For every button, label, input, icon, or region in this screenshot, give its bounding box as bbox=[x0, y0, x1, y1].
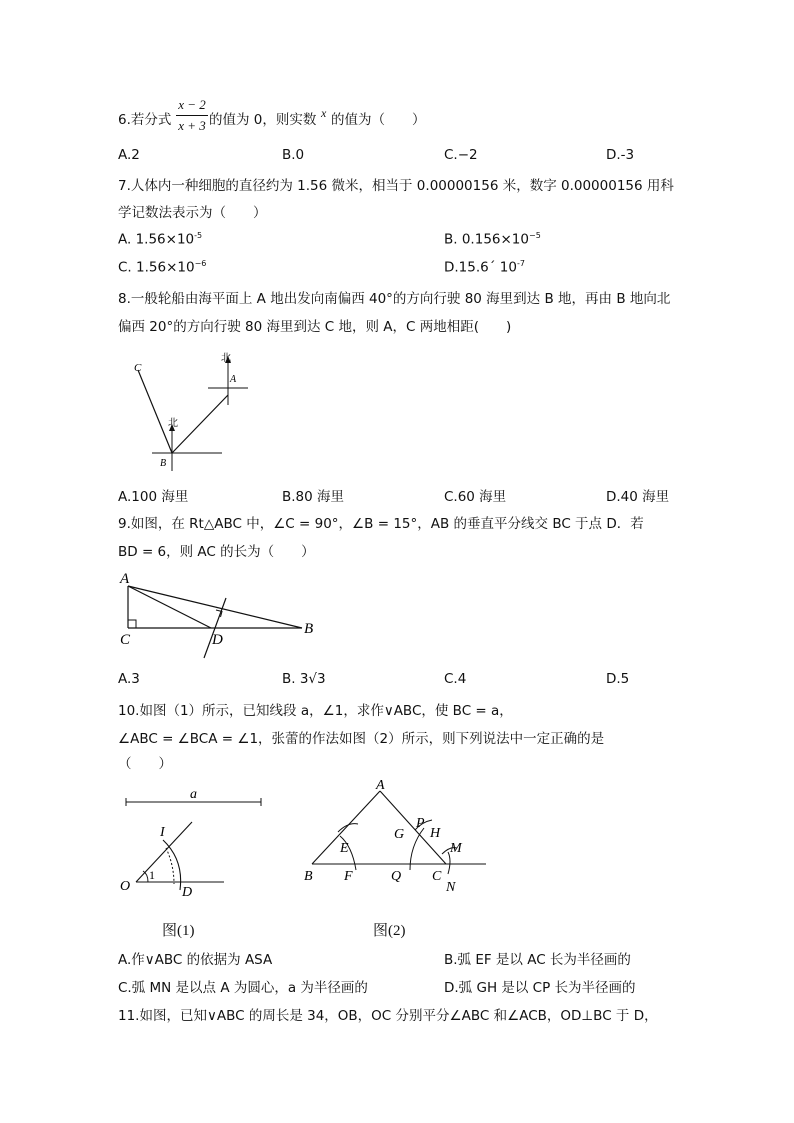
q9-label-c: C bbox=[120, 632, 131, 648]
q8-line1: 8.一般轮船由海平面上 A 地出发向南偏西 40°的方向行驶 80 海里到达 B 地，再由 B 地向北 bbox=[118, 291, 671, 307]
fig1-caption: 图(1) bbox=[162, 923, 195, 939]
q10-option-d: D.弧 GH 是以 CP 长为半径画的 bbox=[444, 980, 636, 996]
fig2-label-f: F bbox=[344, 869, 353, 884]
q10-option-b: B.弧 EF 是以 AC 长为半径画的 bbox=[444, 952, 631, 968]
fig2-label-a: A bbox=[376, 778, 385, 793]
q7-option-a: A. $1.56\times 10^{-5}$ bbox=[118, 231, 203, 248]
q8-label-north-b: 北 bbox=[168, 418, 178, 429]
q8-option-b: B.80 海里 bbox=[282, 489, 345, 505]
q8-segment-ab bbox=[172, 395, 228, 453]
fig2-label-b: B bbox=[304, 869, 313, 884]
q9-option-b: B. 3√3 bbox=[282, 671, 326, 687]
q8-label-a: A bbox=[230, 374, 237, 385]
q9-segment-ad bbox=[128, 586, 211, 628]
fig2-label-e: E bbox=[340, 841, 349, 856]
q7-option-d: D.15.6´ $10^{-7}$ bbox=[444, 259, 525, 276]
q7-line1: 7.人体内一种细胞的直径约为 1.56 微米，相当于 0.00000156 米，数字 0.00000156 用科 bbox=[118, 178, 674, 194]
q8-label-north-a: 北 bbox=[221, 353, 231, 364]
fig2-label-h: H bbox=[430, 826, 441, 841]
q6-var: x bbox=[321, 106, 327, 120]
fig2-caption: 图(2) bbox=[373, 923, 406, 939]
q8-option-a: A.100 海里 bbox=[118, 489, 189, 505]
q7-line2: 学记数法表示为（ ） bbox=[118, 205, 267, 221]
q6-denominator: x + 3 bbox=[178, 118, 206, 133]
fig1-label-d: D bbox=[182, 885, 193, 900]
q8-line2: 偏西 20°的方向行驶 80 海里到达 C 地，则 A，C 两地相距( ) bbox=[118, 319, 512, 335]
q9-line2: BD = 6，则 AC 的长为（ ） bbox=[118, 544, 315, 560]
fig1-label-i: I bbox=[160, 825, 165, 840]
q10-line2: ∠ABC = ∠BCA = ∠1，张蕾的作法如图（2）所示，则下列说法中一定正确的是 bbox=[118, 731, 605, 747]
fig2-label-c: C bbox=[432, 869, 442, 884]
q9-option-a: A.3 bbox=[118, 671, 140, 687]
fig2-label-g: G bbox=[394, 827, 405, 842]
q10-figure-2 bbox=[300, 774, 495, 894]
q6-numerator: x − 2 bbox=[178, 97, 206, 112]
q6-option-c: C.−2 bbox=[444, 147, 478, 163]
q8-segment-bc bbox=[138, 370, 172, 453]
q9-right-angle-c bbox=[128, 620, 136, 628]
fig1-label-1: 1 bbox=[149, 868, 155, 882]
fig1-label-a: a bbox=[190, 787, 197, 802]
q8-option-c: C.60 海里 bbox=[444, 489, 507, 505]
q8-label-c: C bbox=[134, 362, 142, 374]
q7-option-c: C. $1.56\times 10^{-6}$ bbox=[118, 259, 207, 276]
q9-label-d: D bbox=[212, 632, 223, 648]
q9-line1: 9.如图，在 Rt△ABC 中，∠C = 90°，∠B = 15°，AB 的垂直平分线交 BC 于点 D．若 bbox=[118, 516, 644, 532]
q10-line1: 10.如图（1）所示，已知线段 a，∠1，求作∨ABC，使 BC = a， bbox=[118, 703, 513, 719]
q9-figure bbox=[116, 566, 326, 662]
q10-option-c: C.弧 MN 是以点 A 为圆心，a 为半径画的 bbox=[118, 980, 368, 996]
q8-figure bbox=[118, 345, 268, 475]
q9-option-c: C.4 bbox=[444, 671, 467, 687]
q9-option-d: D.5 bbox=[606, 671, 630, 687]
fig1-dashed-arc bbox=[166, 848, 174, 884]
fig2-label-n: N bbox=[446, 880, 456, 894]
q10-option-a: A.作∨ABC 的依据为 ASA bbox=[118, 952, 273, 968]
q9-label-a: A bbox=[120, 571, 130, 587]
q6-fraction-bar bbox=[176, 115, 208, 116]
q10-figure-1 bbox=[116, 780, 266, 900]
fig2-label-p: P bbox=[416, 816, 425, 831]
q6-suffix: 的值为 0，则实数 bbox=[209, 112, 317, 128]
q8-option-d: D.40 海里 bbox=[606, 489, 670, 505]
q6-option-d: D.-3 bbox=[606, 147, 635, 163]
q6-option-b: B.0 bbox=[282, 147, 305, 163]
q10-line3: （ ） bbox=[118, 756, 172, 772]
q6-option-a: A.2 bbox=[118, 147, 140, 163]
q9-label-b: B bbox=[304, 621, 314, 637]
fig2-label-m: M bbox=[450, 841, 462, 856]
fig2-arc-e-top bbox=[338, 824, 358, 832]
q11-line1: 11.如图，已知∨ABC 的周长是 34，OB，OC 分别平分∠ABC 和∠ACB，OD⊥BC 于 D， bbox=[118, 1008, 658, 1024]
q7-option-b: B. $0.156\times 10^{-5}$ bbox=[444, 231, 541, 248]
q8-label-b: B bbox=[160, 458, 167, 469]
fig1-label-o: O bbox=[120, 879, 131, 894]
q6-suffix2: 的值为（ ） bbox=[331, 112, 426, 128]
angle-1-mark bbox=[143, 871, 148, 882]
q9-side-ab bbox=[128, 586, 302, 628]
q6-prefix: 6.若分式 bbox=[118, 112, 172, 128]
fig2-label-q: Q bbox=[391, 869, 402, 884]
